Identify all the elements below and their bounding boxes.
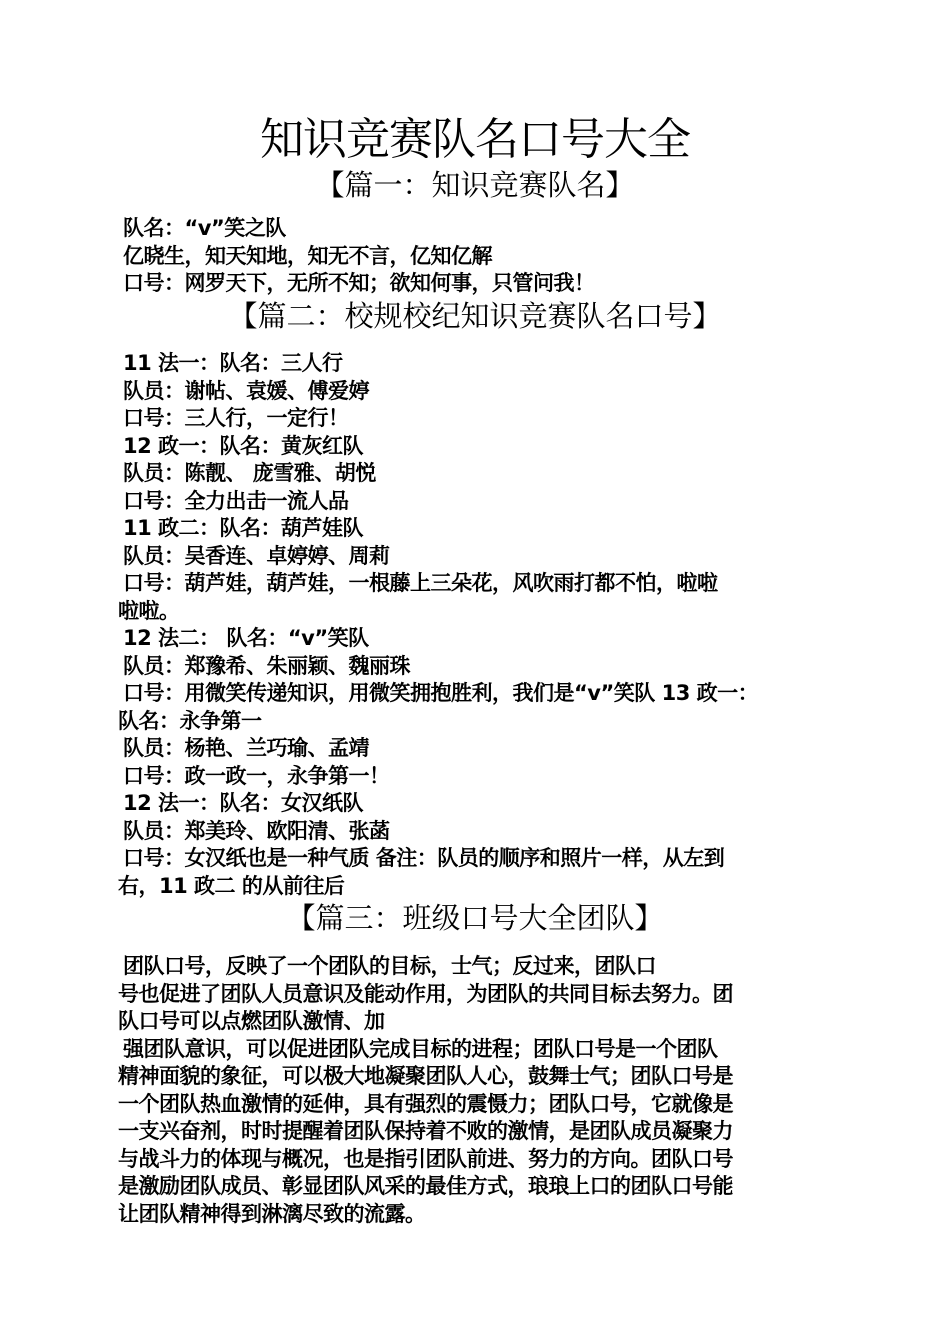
text-line: 队员：谢帖、袁媛、傅爱婷 [123,378,369,403]
text-line: 队名：永争第一 [118,708,262,733]
text-line: 号也促进了团队人员意识及能动作用，为团队的共同目标去努力。团 [118,981,733,1006]
text-line: 口号：全力出击一流人品 [123,488,349,513]
text-line: 队口号可以点燃团队激情、加 [118,1009,385,1033]
text-line: 口号：葫芦娃，葫芦娃，一根藤上三朵花，风吹雨打都不怕，啦啦 [123,571,718,595]
text-line: 口号：政一政一，永争第一！ [123,763,390,788]
section-heading-1: 【篇一：知识竞赛队名】 [315,168,635,202]
text-line: 口号：女汉纸也是一种气质 备注：队员的顺序和照片一样，从左到 [123,846,725,870]
text-line: 队员：郑美玲、欧阳清、张菡 [123,818,390,843]
text-line: 强团队意识，可以促进团队完成目标的进程；团队口号是一个团队 [123,1036,718,1061]
text-line: 啦啦。 [118,598,180,623]
text-line: 队员：郑豫希、朱丽颖、魏丽珠 [123,653,410,678]
text-line: 队员：吴香连、卓婷婷、周莉 [123,543,390,568]
section-heading-2: 【篇二：校规校纪知识竞赛队名口号】 [228,299,722,333]
text-line: 队员：陈靓、 庞雪雅、胡悦 [123,461,376,485]
section-2-body [118,350,838,900]
text-line: 让团队精神得到淋漓尽致的流露。 [118,1201,426,1226]
text-line: 团队口号，反映了一个团队的目标，士气；反过来，团队口 [123,954,656,978]
text-line: 12 政一：队名：黄灰红队 [123,433,364,458]
section-3-body [118,953,838,1228]
text-line: 亿晓生，知天知地，知无不言，亿知亿解 [123,243,492,268]
section-1-body [118,215,838,298]
text-line: 一个团队热血激情的延伸，具有强烈的震慑力；团队口号，它就像是 [118,1091,733,1116]
text-line: 12 法二： 队名：“v”笑队 [123,626,369,650]
document-title: 知识竞赛队名口号大全 [260,114,690,165]
text-line: 精神面貌的象征，可以极大地凝聚团队人心，鼓舞士气；团队口号是 [118,1064,733,1088]
text-line: 口号：三人行，一定行！ [123,406,349,430]
text-line: 队员：杨艳、兰巧瑜、孟靖 [123,736,369,760]
text-line: 12 法一：队名：女汉纸队 [123,791,364,815]
text-line: 队名：“v”笑之队 [123,216,286,240]
text-line: 11 法一：队名：三人行 [123,351,343,375]
text-line: 一支兴奋剂，时时提醒着团队保持着不败的激情，是团队成员凝聚力 [118,1119,733,1143]
text-line: 11 政二：队名：葫芦娃队 [123,516,364,540]
text-line: 与战斗力的体现与概况，也是指引团队前进、努力的方向。团队口号 [118,1146,733,1171]
text-line: 右，11 政二 的从前往后 [118,873,345,898]
text-line: 口号：用微笑传递知识，用微笑拥抱胜利，我们是“v”笑队 13 政一： [123,681,759,705]
section-heading-3: 【篇三：班级口号大全团队】 [286,901,664,935]
text-line: 口号：网罗天下，无所不知；欲知何事，只管问我！ [123,271,595,295]
text-line: 是激励团队成员、彰显团队风采的最佳方式，琅琅上口的团队口号能 [118,1174,733,1198]
